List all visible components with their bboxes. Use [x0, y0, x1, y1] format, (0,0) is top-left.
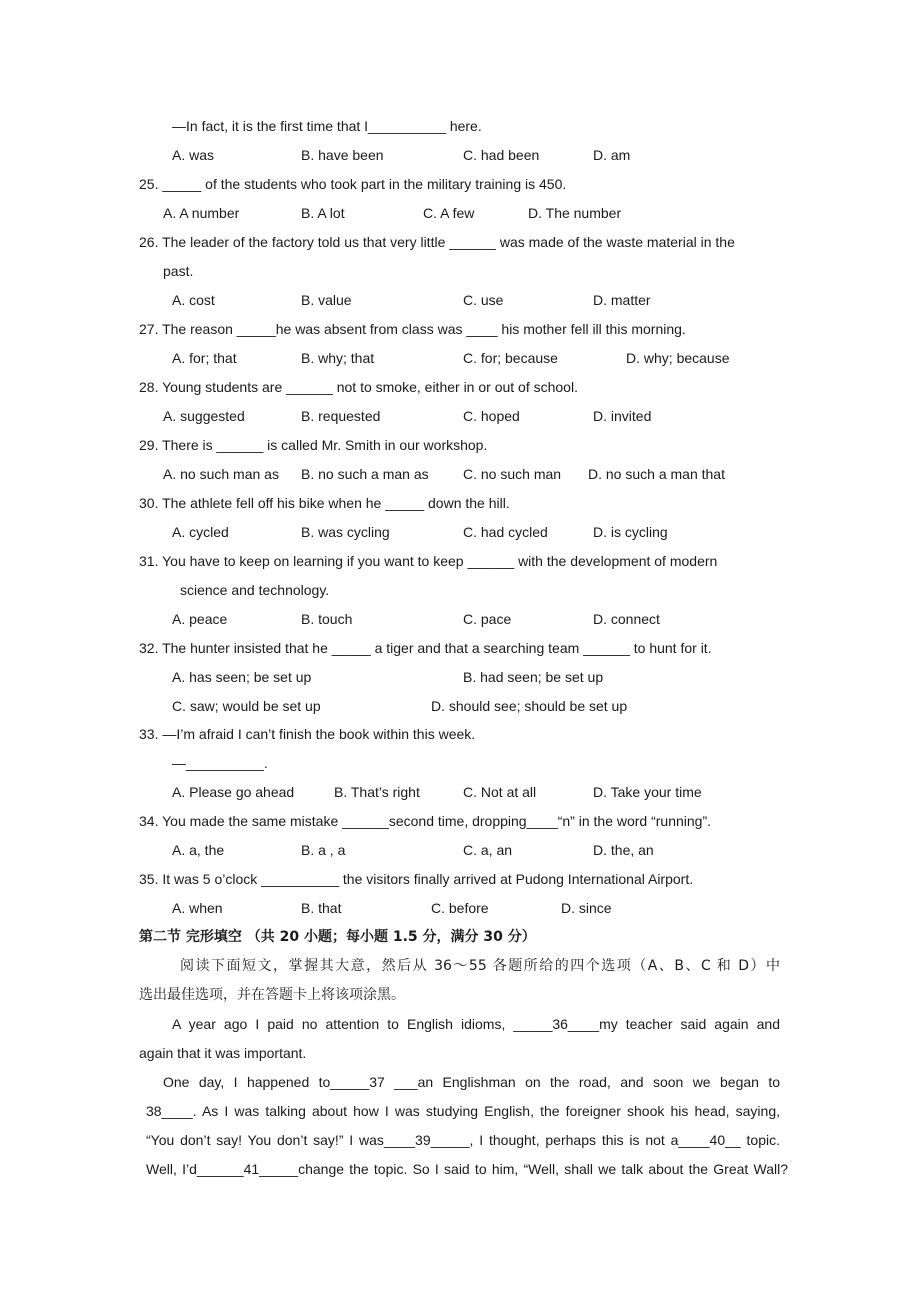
option-d: D. am [593, 147, 631, 163]
section-instructions-line-1: 阅读下面短文，掌握其大意，然后从 36～55 各题所给的四个选项（A、B、C 和 D）中 [180, 958, 780, 974]
option-d: D. The number [528, 205, 622, 221]
question-34-stem: 34. You made the same mistake ______second time, dropping____“n” in the word “running”. [139, 813, 712, 829]
option-c: C. a, an [463, 842, 513, 858]
option-b: B. That’s right [334, 784, 420, 800]
option-b: B. requested [301, 408, 381, 424]
option-d: D. Take your time [593, 784, 702, 800]
question-31-stem: 31. You have to keep on learning if you want to keep ______ with the development of modern [139, 553, 718, 569]
option-b: B. value [301, 292, 352, 308]
option-d: D. since [561, 900, 612, 916]
option-d: D. matter [593, 292, 651, 308]
question-28-stem: 28. Young students are ______ not to smoke, either in or out of school. [139, 379, 578, 395]
question-24-line: —In fact, it is the first time that I__________ here. [172, 118, 482, 134]
option-c: C. had cycled [463, 524, 548, 540]
option-a: A. cycled [172, 524, 229, 540]
passage-line-2: again that it was important. [139, 1045, 307, 1061]
option-a: A. for; that [172, 350, 237, 366]
question-29-stem: 29. There is ______ is called Mr. Smith in our workshop. [139, 437, 488, 453]
option-b: B. had seen; be set up [463, 669, 604, 685]
passage-line-6: Well, I’d______41_____change the topic. So I said to him, “Well, shall we talk about the Great Wall? [146, 1161, 788, 1177]
option-c: C. for; because [463, 350, 558, 366]
option-c: C. before [431, 900, 489, 916]
option-d: D. why; because [626, 350, 730, 366]
question-35-stem: 35. It was 5 o’clock __________ the visitors finally arrived at Pudong International Airport. [139, 871, 694, 887]
option-a: A. peace [172, 611, 228, 627]
passage-line-3: One day, I happened to_____37 ___an Englishman on the road, and soon we began to [163, 1074, 780, 1090]
option-c: C. Not at all [463, 784, 537, 800]
question-26-stem: 26. The leader of the factory told us that very little ______ was made of the waste material in the [139, 234, 735, 250]
option-c: C. hoped [463, 408, 520, 424]
option-d: D. the, an [593, 842, 654, 858]
option-b: B. a , a [301, 842, 346, 858]
option-b: B. why; that [301, 350, 375, 366]
option-a: A. a, the [172, 842, 225, 858]
section-heading: 第二节 完形填空 （共 20 小题；每小题 1.5 分，满分 30 分） [139, 929, 536, 945]
option-b: B. that [301, 900, 342, 916]
option-b: B. no such a man as [301, 466, 429, 482]
question-33-response: —__________. [172, 755, 268, 771]
passage-line-4: 38____. As I was talking about how I was studying English, the foreigner shook his head, saying, [146, 1103, 780, 1119]
question-25-stem: 25. _____ of the students who took part in the military training is 450. [139, 176, 567, 192]
option-a: A. A number [163, 205, 240, 221]
question-33-stem: 33. —I’m afraid I can’t finish the book within this week. [139, 726, 476, 742]
section-instructions-line-2: 选出最佳选项，并在答题卡上将该项涂黑。 [139, 987, 405, 1003]
option-a: A. suggested [163, 408, 245, 424]
option-d: D. invited [593, 408, 652, 424]
option-c: C. no such man [463, 466, 562, 482]
passage-line-1: A year ago I paid no attention to English idioms, _____36____my teacher said again and [172, 1016, 780, 1032]
option-a: A. has seen; be set up [172, 669, 312, 685]
option-a: A. no such man as [163, 466, 279, 482]
option-b: B. have been [301, 147, 384, 163]
option-d: D. should see; should be set up [431, 698, 628, 714]
option-c: C. pace [463, 611, 512, 627]
question-30-stem: 30. The athlete fell off his bike when he _____ down the hill. [139, 495, 510, 511]
question-31-stem-cont: science and technology. [180, 582, 330, 598]
option-b: B. was cycling [301, 524, 390, 540]
option-d: D. connect [593, 611, 660, 627]
option-c: C. use [463, 292, 504, 308]
option-b: B. touch [301, 611, 353, 627]
option-a: A. was [172, 147, 215, 163]
option-a: A. cost [172, 292, 215, 308]
question-27-stem: 27. The reason _____he was absent from class was ____ his mother fell ill this morning. [139, 321, 686, 337]
option-d: D. no such a man that [588, 466, 725, 482]
question-32-stem: 32. The hunter insisted that he _____ a tiger and that a searching team ______ to hunt for it. [139, 640, 712, 656]
option-c: C. A few [423, 205, 475, 221]
option-d: D. is cycling [593, 524, 668, 540]
option-b: B. A lot [301, 205, 345, 221]
option-a: A. Please go ahead [172, 784, 295, 800]
passage-line-5: “You don’t say! You don’t say!” I was____39_____, I thought, perhaps this is not a____40__ topic. [146, 1132, 780, 1148]
option-c: C. had been [463, 147, 540, 163]
question-26-stem-cont: past. [163, 263, 194, 279]
option-c: C. saw; would be set up [172, 698, 321, 714]
option-a: A. when [172, 900, 223, 916]
